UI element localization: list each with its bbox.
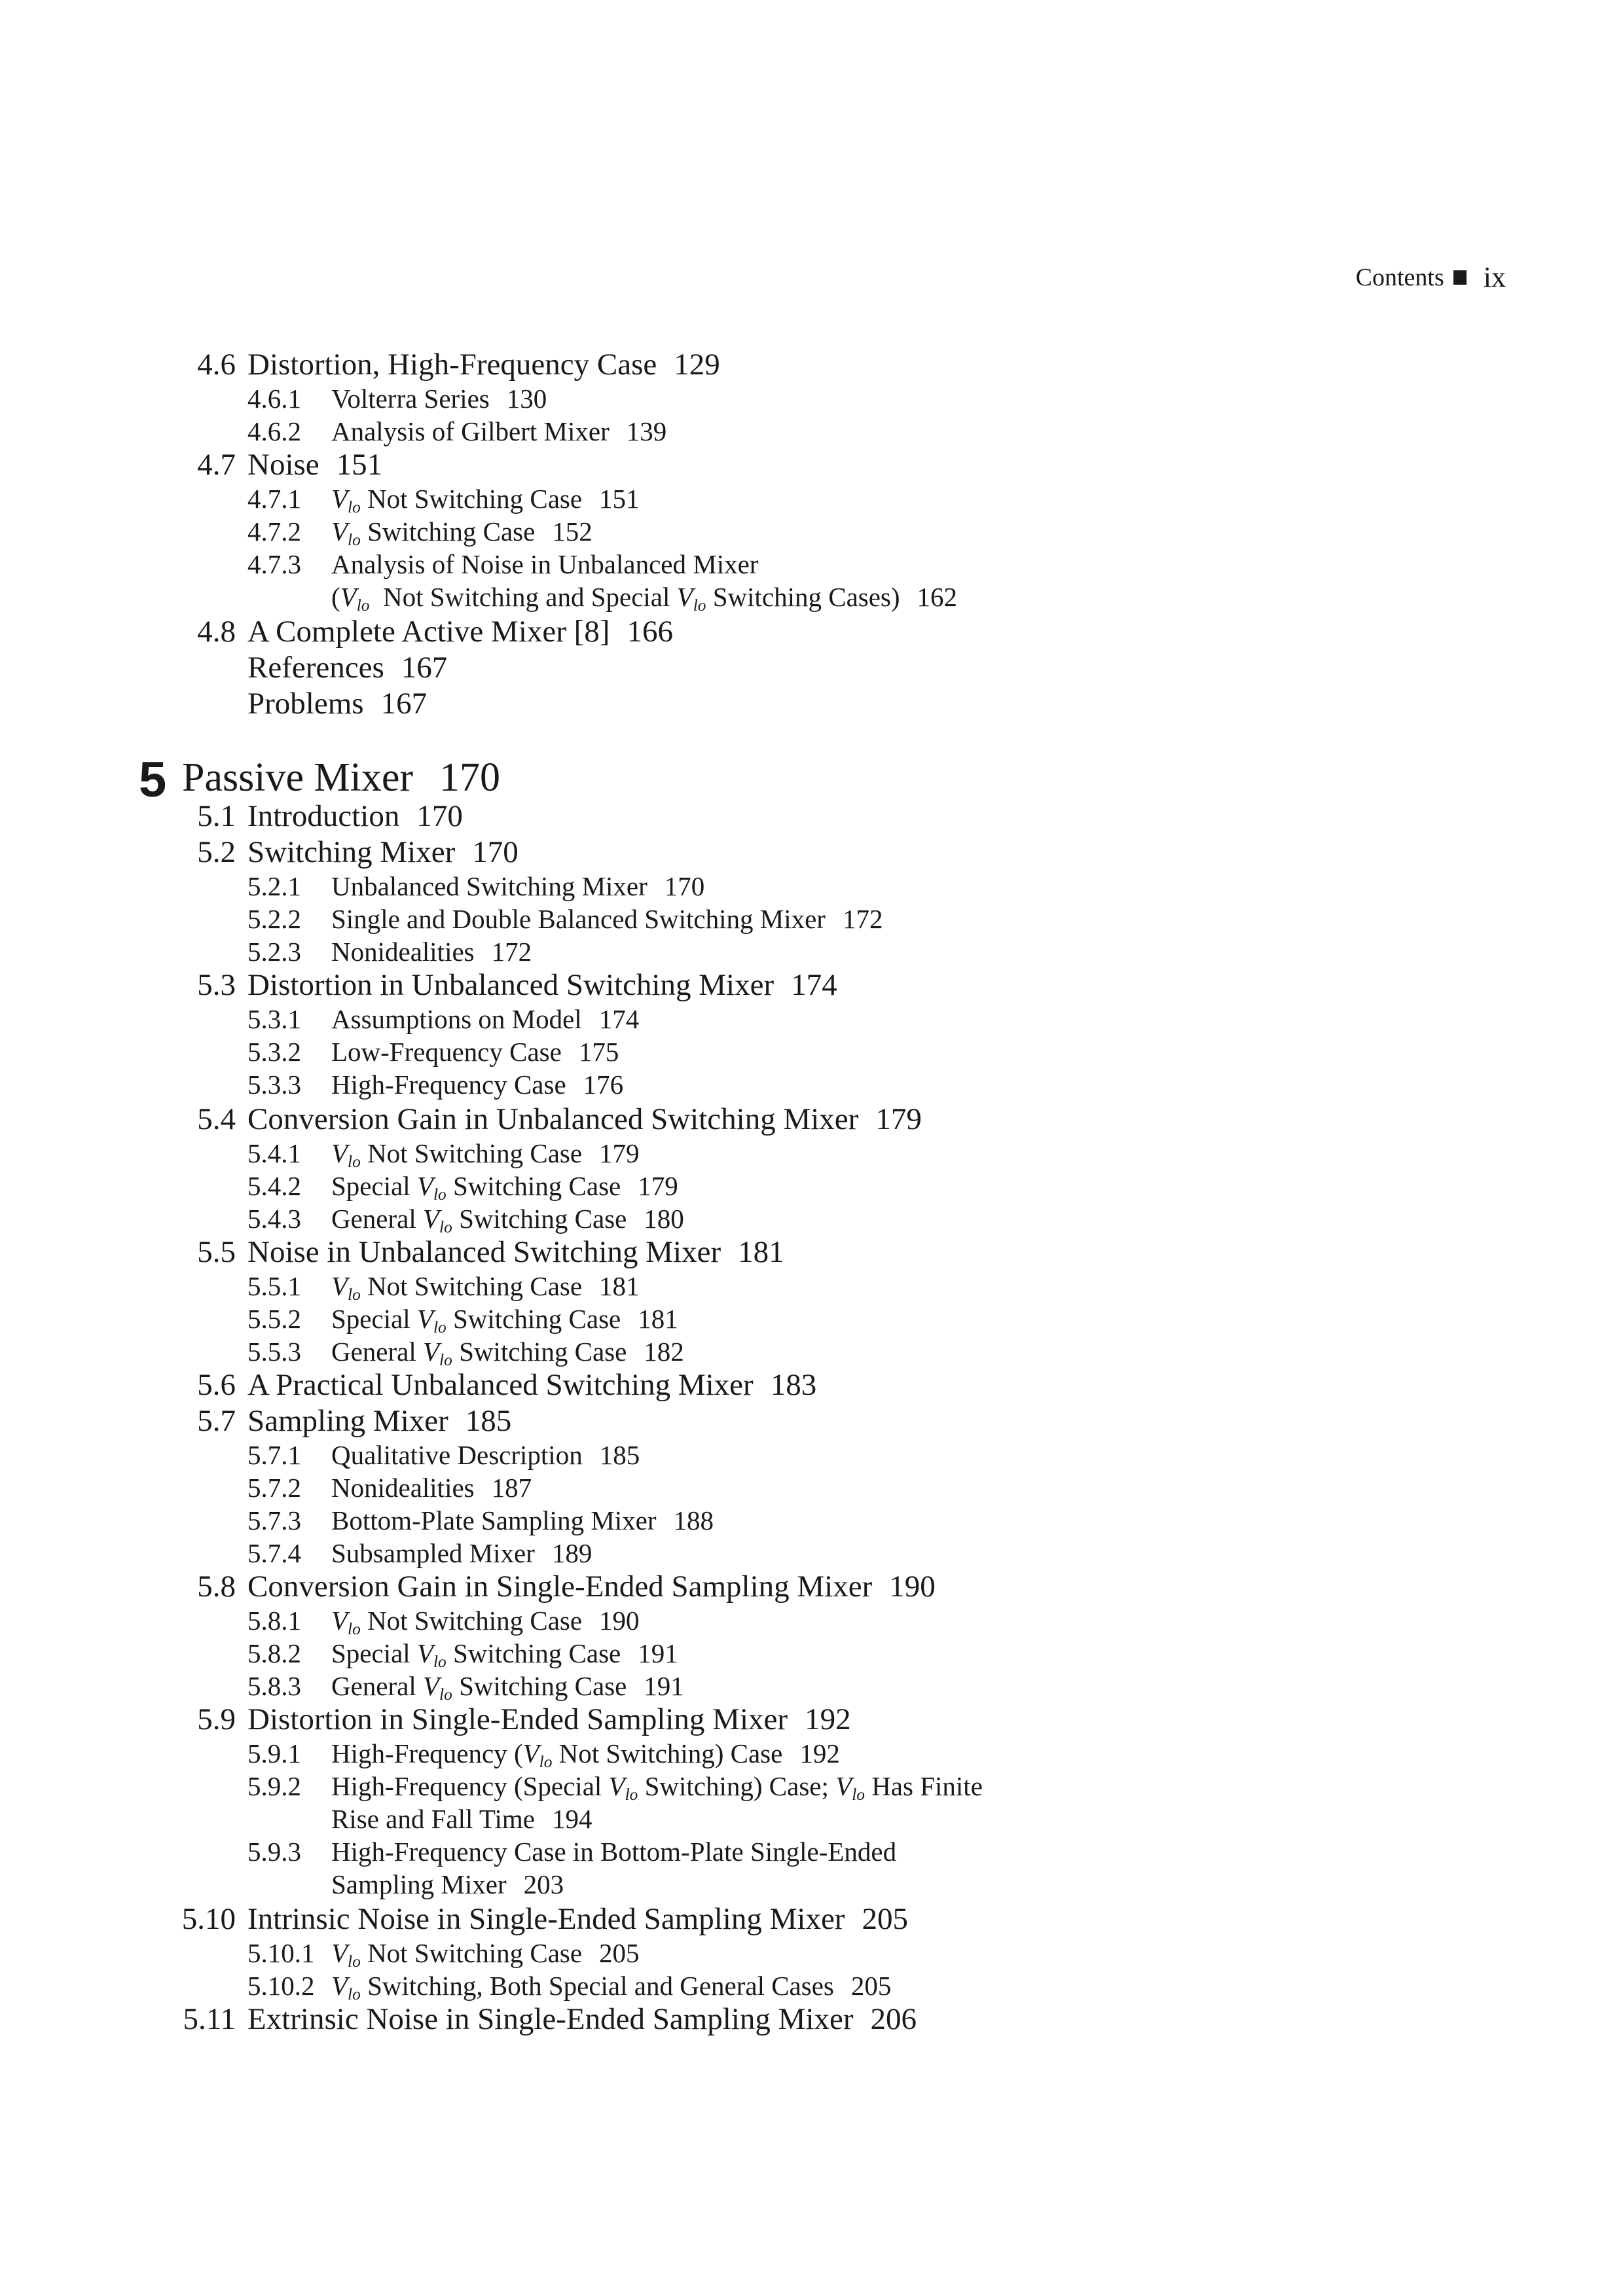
vlo-symbol: $V_{lo}$ [423,1336,452,1370]
vlo-symbol: $V_{lo}$ [331,1138,361,1172]
section-page: 151 [336,448,383,482]
toc-subsection [247,548,758,580]
toc-section [165,447,382,482]
subsection-title: Volterra Series [331,384,490,414]
vlo-symbol: $V_{lo}$ [331,1271,361,1304]
toc-section [165,614,673,649]
section-number: 4.8 [197,615,236,649]
subsection-title: Not Switching Case [360,484,583,514]
toc-subsection-continued: Rise and Fall Time 194 [331,1804,593,1834]
toc-subsection: 5.3.2 Low-Frequency Case 175 [247,1037,619,1067]
vlo-symbol: $V_{lo}$ [608,1771,638,1804]
subsection-page: 139 [626,416,667,446]
toc-subsection: 5.7.1 Qualitative Description 185 [247,1440,640,1470]
vlo-symbol: $V_{lo}$ [340,582,370,615]
toc-subsection-continued: ($V_{lo}$ Not Switching and Special $V_{lo}$ Switching Cases) 162 [331,582,958,615]
toc-subsection [247,416,666,447]
toc-section: 5.8 Conversion Gain in Single-Ended Sampling Mixer 190 [197,1570,936,1604]
chapter-title: Passive Mixer 170 [182,755,501,800]
section-title: A Complete Active Mixer [8] [247,615,610,649]
toc-subsection: 5.4.3 General $V_{lo}$ Switching Case 180 [247,1204,684,1237]
section-page: 167 [401,651,448,685]
subsection-number: 4.6.1 [247,384,301,414]
toc-subsection: 5.5.1 $V_{lo}$ Not Switching Case 181 [247,1271,640,1304]
section-number: 5.1 [197,799,236,833]
toc-subsection: 5.5.3 General $V_{lo}$ Switching Case 182 [247,1336,684,1370]
section-page: 167 [380,687,428,721]
toc-section: 5.3 Distortion in Unbalanced Switching Mixer 174 [197,968,837,1002]
toc-subsection: 5.9.1 High-Frequency ($V_{lo}$ Not Switching) Case 192 [247,1738,840,1772]
toc-subsection: 5.2.2 Single and Double Balanced Switching Mixer 172 [247,904,883,934]
vlo-symbol: $V_{lo}$ [331,516,361,550]
toc-subsection: 5.7.3 Bottom-Plate Sampling Mixer 188 [247,1505,714,1535]
toc-subsection: 5.8.2 Special $V_{lo}$ Switching Case 191 [247,1638,678,1672]
toc-subsection: 5.7.2 Nonidealities 187 [247,1473,532,1503]
toc-subsection: 5.8.3 General $V_{lo}$ Switching Case 191 [247,1671,684,1704]
subsection-number: 4.7.2 [247,516,301,547]
toc-subsection: 5.3.3 High-Frequency Case 176 [247,1069,624,1100]
toc-subsection: 5.3.1 Assumptions on Model 174 [247,1004,640,1034]
section-page: 166 [627,615,673,649]
subsection-page: 162 [917,582,958,612]
toc-subsection: 5.9.2 High-Frequency (Special $V_{lo}$ Switching) Case; $V_{lo}$ Has Finite [247,1771,983,1804]
toc-section [165,798,463,834]
toc-section: 5.9 Distortion in Single-Ended Sampling Mixer 192 [197,1702,851,1736]
vlo-symbol: $V_{lo}$ [423,1204,452,1237]
toc-section: 5.5 Noise in Unbalanced Switching Mixer 181 [197,1235,784,1269]
section-number: 4.7 [197,448,236,482]
toc-subsection [247,483,640,517]
toc-section [165,347,720,382]
toc-section: 5.4 Conversion Gain in Unbalanced Switching Mixer 179 [197,1102,922,1136]
toc-section: 5.7 Sampling Mixer 185 [197,1404,512,1438]
toc-subsection: 5.4.2 Special $V_{lo}$ Switching Case 179 [247,1171,678,1204]
subsection-number: 4.7.3 [247,549,301,579]
subsection-number: 4.6.2 [247,416,301,446]
section-number: 5.2 [197,835,236,869]
section-number: 4.6 [197,348,236,382]
toc-subsection [247,383,547,414]
section-title: Introduction [247,799,400,833]
chapter-page: 170 [439,755,501,800]
page-number: ix [1483,261,1506,293]
chapter-number: 5 [139,752,167,808]
vlo-symbol: $V_{lo}$ [331,1938,361,1971]
section-title: Noise [247,448,319,482]
section-title: Switching Mixer [247,835,456,869]
toc-subsection: 5.4.1 $V_{lo}$ Not Switching Case 179 [247,1138,640,1172]
section-title: References [247,651,384,685]
header-label: Contents [1355,263,1444,291]
subsection-page: 152 [552,516,593,547]
toc-subsection-continued: Sampling Mixer 203 [331,1869,564,1899]
vlo-symbol: $V_{lo}$ [416,1171,447,1204]
vlo-symbol: $V_{lo}$ [676,582,706,615]
section-title: Problems [247,687,364,721]
vlo-symbol: $V_{lo}$ [331,1971,361,2004]
section-page: 129 [674,348,720,382]
toc-subsection: 5.7.4 Subsampled Mixer 189 [247,1538,593,1568]
toc-subsection: 5.5.2 Special $V_{lo}$ Switching Case 181 [247,1304,678,1337]
subsection-page: 151 [599,484,640,514]
vlo-symbol: $V_{lo}$ [416,1304,447,1337]
section-title: Distortion, High-Frequency Case [247,348,657,382]
vlo-symbol: $V_{lo}$ [835,1771,865,1804]
toc-section [165,834,519,870]
subsection-page: 130 [506,384,547,414]
vlo-symbol: $V_{lo}$ [416,1638,447,1672]
toc-section: 5.10 Intrinsic Noise in Single-Ended Sampling Mixer 205 [181,1902,908,1936]
subsection-title: Analysis of Noise in Unbalanced Mixer [331,549,759,579]
section-page: 170 [472,835,519,869]
vlo-symbol: $V_{lo}$ [423,1671,452,1704]
subsection-title: Analysis of Gilbert Mixer [331,416,610,446]
subsection-number: 4.7.1 [247,484,301,514]
toc-section [247,650,447,685]
toc-section: 5.6 A Practical Unbalanced Switching Mixer 183 [197,1368,817,1402]
toc-section [247,686,427,721]
toc-subsection: 5.8.1 $V_{lo}$ Not Switching Case 190 [247,1605,640,1639]
vlo-symbol: $V_{lo}$ [522,1738,553,1772]
toc-subsection: 5.9.3 High-Frequency Case in Bottom-Plate Single-Ended [247,1837,897,1867]
toc-subsection: 5.10.2 $V_{lo}$ Switching, Both Special and General Cases 205 [247,1971,892,2004]
toc-subsection: 5.2.3 Nonidealities 172 [247,937,532,967]
vlo-symbol: $V_{lo}$ [331,484,361,517]
subsection-title: Switching Case [360,516,536,547]
vlo-symbol: $V_{lo}$ [331,1605,361,1639]
toc-subsection: 5.2.1 Unbalanced Switching Mixer 170 [247,871,705,901]
toc-section: 5.11 Extrinsic Noise in Single-Ended Sampling Mixer 206 [183,2002,917,2036]
section-page: 170 [416,799,463,833]
toc-subsection: 5.10.1 $V_{lo}$ Not Switching Case 205 [247,1938,640,1971]
toc-subsection [247,516,593,550]
